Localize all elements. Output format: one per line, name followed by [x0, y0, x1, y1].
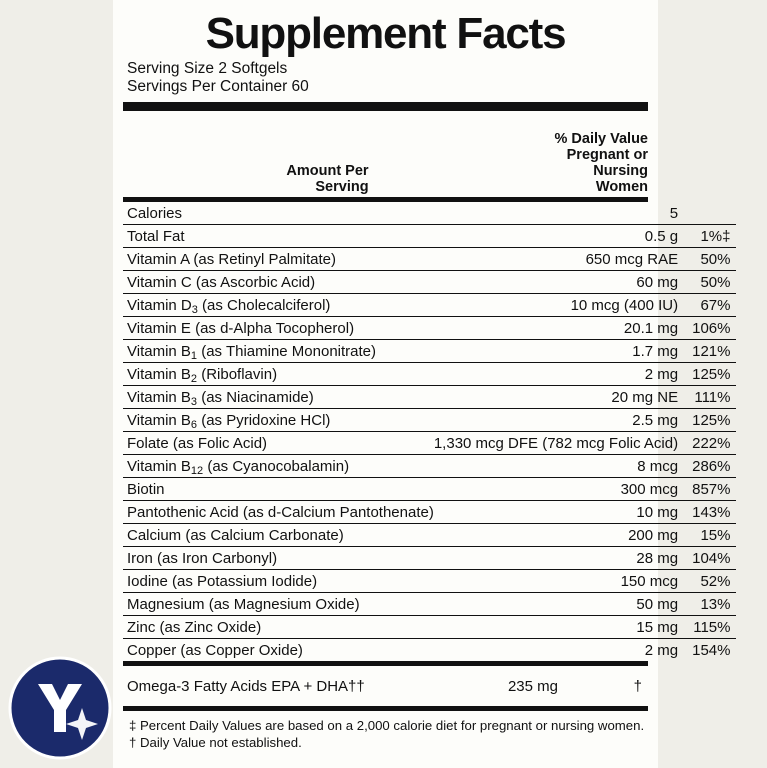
nutrient-daily-value [692, 202, 736, 225]
nutrient-daily-value: 121% [692, 340, 736, 363]
table-row [123, 225, 736, 248]
supplement-facts-label [113, 0, 731, 768]
nutrient-amount: 2.5 mg [434, 409, 692, 432]
omega-dv: † [633, 677, 642, 695]
nutrient-amount: 10 mg [434, 501, 692, 524]
nutrient-name: Iron (as Iron Carbonyl) [123, 547, 434, 570]
nutrient-amount: 10 mcg (400 IU) [434, 294, 692, 317]
nutrient-daily-value: 143% [692, 501, 736, 524]
omega-table-body [123, 666, 648, 706]
table-row [123, 478, 736, 501]
facts-table-body [123, 111, 648, 197]
nutrient-name: Total Fat [123, 225, 434, 248]
table-row [123, 271, 736, 294]
divider-thick-top [123, 102, 648, 111]
nutrient-daily-value: 286% [692, 455, 736, 478]
nutrient-daily-value: 104% [692, 547, 736, 570]
nutrient-amount: 50 mg [434, 593, 692, 616]
footnotes [123, 711, 648, 751]
nutrient-name: Vitamin $B_2$ (Riboflavin) [123, 363, 434, 386]
nutrient-name: Zinc (as Zinc Oxide) [123, 616, 434, 639]
serving-size: Serving Size 2 Softgels [127, 60, 288, 77]
supplement-facts-panel [113, 0, 731, 768]
nutrient-amount: 15 mg [434, 616, 692, 639]
nutrient-amount: 1.7 mg [434, 340, 692, 363]
nutrient-daily-value: 154% [692, 639, 736, 662]
nutrient-amount: 20.1 mg [434, 317, 692, 340]
nutrient-name: Vitamin C (as Ascorbic Acid) [123, 271, 434, 294]
header-dv-line2: Pregnant or [566, 146, 648, 163]
nutrient-name: Vitamin A (as Retinyl Palmitate) [123, 248, 434, 271]
omega-spacer-row [123, 666, 648, 675]
nutrient-amount: 2 mg [434, 363, 692, 386]
omega-amount: 235 mg [507, 677, 558, 695]
nutrient-amount: 8 mcg [434, 455, 692, 478]
header-amount-per-serving [123, 111, 369, 197]
nutrient-amount: 28 mg [434, 547, 692, 570]
nutrient-amount: 60 mg [434, 271, 692, 294]
table-row [123, 524, 736, 547]
nutrient-daily-value: 125% [692, 363, 736, 386]
nutrient-name: Pantothenic Acid (as d-Calcium Pantothenate) [123, 501, 434, 524]
nutrient-name: Folate (as Folic Acid) [123, 432, 434, 455]
nutrient-daily-value: 125% [692, 409, 736, 432]
nutrient-amount: 2 mg [434, 639, 692, 662]
table-row [123, 675, 648, 697]
table-row [123, 294, 736, 317]
nutrient-amount: 0.5 g [434, 225, 692, 248]
nutrient-amount: 5 [669, 204, 679, 222]
nutrient-name: Calories [127, 204, 183, 222]
table-row [123, 616, 736, 639]
table-header-row [123, 111, 648, 197]
table-row [123, 202, 736, 225]
nutrient-daily-value: 52% [692, 570, 736, 593]
table-row [123, 593, 736, 616]
nutrient-daily-value: 50% [692, 248, 736, 271]
table-row [123, 363, 736, 386]
nutrient-daily-value: 222% [692, 432, 736, 455]
header-dv-line3: Nursing [593, 162, 648, 179]
nutrient-amount: 1,330 mcg DFE (782 mcg Folic Acid) [434, 432, 692, 455]
nutrient-daily-value: 115% [692, 616, 736, 639]
table-row [123, 340, 736, 363]
omega-table [123, 666, 648, 706]
nutrient-name: Vitamin $B_1$ (as Thiamine Mononitrate) [123, 340, 434, 363]
footnote-2: † Daily Value not established. [129, 735, 302, 750]
table-row [123, 248, 736, 271]
nutrient-amount: 650 mcg RAE [434, 248, 692, 271]
nutrient-name: Magnesium (as Magnesium Oxide) [123, 593, 434, 616]
nutrient-daily-value: 106% [692, 317, 736, 340]
nutrient-amount: 200 mg [434, 524, 692, 547]
table-row [123, 317, 736, 340]
table-row [123, 570, 736, 593]
servings-per-container: Servings Per Container 60 [127, 78, 309, 95]
nutrient-name: Copper (as Copper Oxide) [123, 639, 434, 662]
header-daily-value [369, 111, 648, 197]
nutrient-name: Vitamin $D_3$ (as Cholecalciferol) [123, 294, 434, 317]
facts-table [123, 111, 648, 197]
table-row [123, 409, 736, 432]
nutrient-amount: 20 mg NE [434, 386, 692, 409]
omega-spacer-row-bottom [123, 697, 648, 706]
nutrient-name: Biotin [123, 478, 434, 501]
nutrient-daily-value: 50% [692, 271, 736, 294]
nutrient-daily-value: 1%‡ [692, 225, 736, 248]
table-row [123, 386, 736, 409]
table-row [123, 547, 736, 570]
nutrient-name: Iodine (as Potassium Iodide) [123, 570, 434, 593]
nutrient-daily-value: 111% [692, 386, 736, 409]
nutrient-table-body [123, 202, 736, 661]
nutrient-daily-value: 15% [692, 524, 736, 547]
table-row [123, 501, 736, 524]
header-dv-line4: Women [595, 178, 648, 195]
nutrient-name: Vitamin $B_{12}$ (as Cyanocobalamin) [123, 455, 434, 478]
nutrient-table [123, 202, 736, 661]
table-row [123, 432, 736, 455]
nutrient-amount: 150 mcg [434, 570, 692, 593]
nutrient-daily-value: 67% [692, 294, 736, 317]
y-brand-logo [8, 656, 112, 760]
nutrient-name: Vitamin $B_6$ (as Pyridoxine HCl) [123, 409, 434, 432]
nutrient-name: Vitamin E (as d-Alpha Tocopherol) [123, 317, 434, 340]
header-dv-line1: % Daily Value [554, 130, 648, 147]
page-title: Supplement Facts [205, 9, 566, 58]
nutrient-amount: 300 mcg [434, 478, 692, 501]
header-amount-line2: Serving [315, 178, 369, 195]
omega-name: Omega-3 Fatty Acids EPA + DHA†† [127, 677, 365, 695]
nutrient-name: Vitamin $B_3$ (as Niacinamide) [123, 386, 434, 409]
header-amount-line1: Amount Per [286, 162, 369, 179]
nutrient-daily-value: 13% [692, 593, 736, 616]
nutrient-daily-value: 857% [692, 478, 736, 501]
footnote-1: ‡ Percent Daily Values are based on a 2,000 calorie diet for pregnant or nursing women. [129, 718, 645, 733]
table-row [123, 639, 736, 662]
nutrient-name: Calcium (as Calcium Carbonate) [123, 524, 434, 547]
table-row [123, 455, 736, 478]
